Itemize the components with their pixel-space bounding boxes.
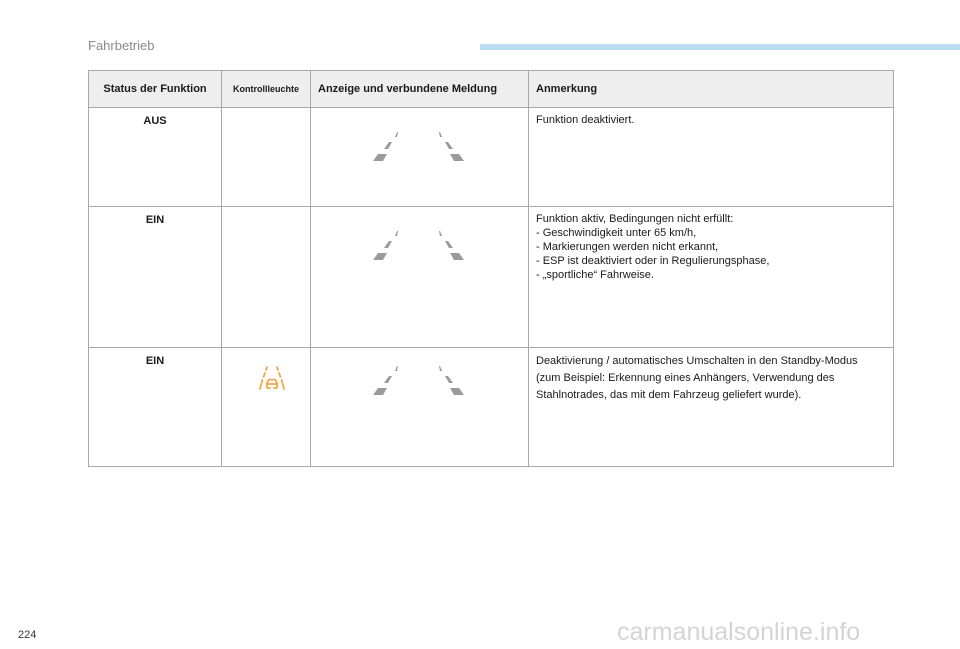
comment-bullet: - Geschwindigkeit unter 65 km/h, — [536, 227, 697, 239]
status-cell: EIN — [89, 207, 222, 348]
lane-markings-icon — [371, 130, 466, 162]
comment-line: Funktion deaktiviert. — [536, 114, 635, 126]
column-header-comment: Anmerkung — [529, 71, 894, 108]
lane-markings-icon — [371, 229, 466, 261]
table-row — [89, 207, 894, 348]
comment-bullet: - „sportliche“ Fahrweise. — [536, 269, 654, 281]
column-header-warning-lamp: Kontrollleuchte — [222, 71, 311, 108]
comment-line: Deaktivierung / automatisches Umschalten in den Standby-Modus — [536, 355, 858, 367]
header-accent-bar — [480, 44, 960, 50]
comment-bullet: - ESP ist deaktiviert oder in Regulierungsphase, — [536, 255, 770, 267]
section-title: Fahrbetrieb — [88, 38, 155, 53]
display-cell — [311, 348, 529, 467]
column-header-status: Status der Funktion — [89, 71, 222, 108]
comment-bullet: - Markierungen werden nicht erkannt, — [536, 241, 719, 253]
comment-cell — [529, 207, 894, 348]
warning-lamp-cell — [222, 207, 311, 348]
comment-line: Stahlnotrades, das mit dem Fahrzeug geliefert wurde). — [536, 389, 802, 401]
status-cell: AUS — [89, 108, 222, 207]
function-status-table — [88, 70, 894, 467]
column-header-display: Anzeige und verbundene Meldung — [311, 71, 529, 108]
watermark: carmanualsonline.info — [617, 618, 861, 646]
comment-cell — [529, 348, 894, 467]
table-header-row — [89, 71, 894, 108]
status-cell: EIN — [89, 348, 222, 467]
lane-keeping-warning-icon — [258, 364, 286, 392]
table-row — [89, 108, 894, 207]
comment-line: Funktion aktiv, Bedingungen nicht erfüllt: — [536, 213, 734, 225]
table-row — [89, 348, 894, 467]
warning-lamp-cell — [222, 108, 311, 207]
lane-markings-icon — [371, 364, 466, 396]
display-cell — [311, 108, 529, 207]
comment-line: (zum Beispiel: Erkennung eines Anhängers, Verwendung des — [536, 372, 835, 384]
page-number: 224 — [18, 629, 37, 641]
display-cell — [311, 207, 529, 348]
comment-cell — [529, 108, 894, 207]
warning-lamp-cell — [222, 348, 311, 467]
